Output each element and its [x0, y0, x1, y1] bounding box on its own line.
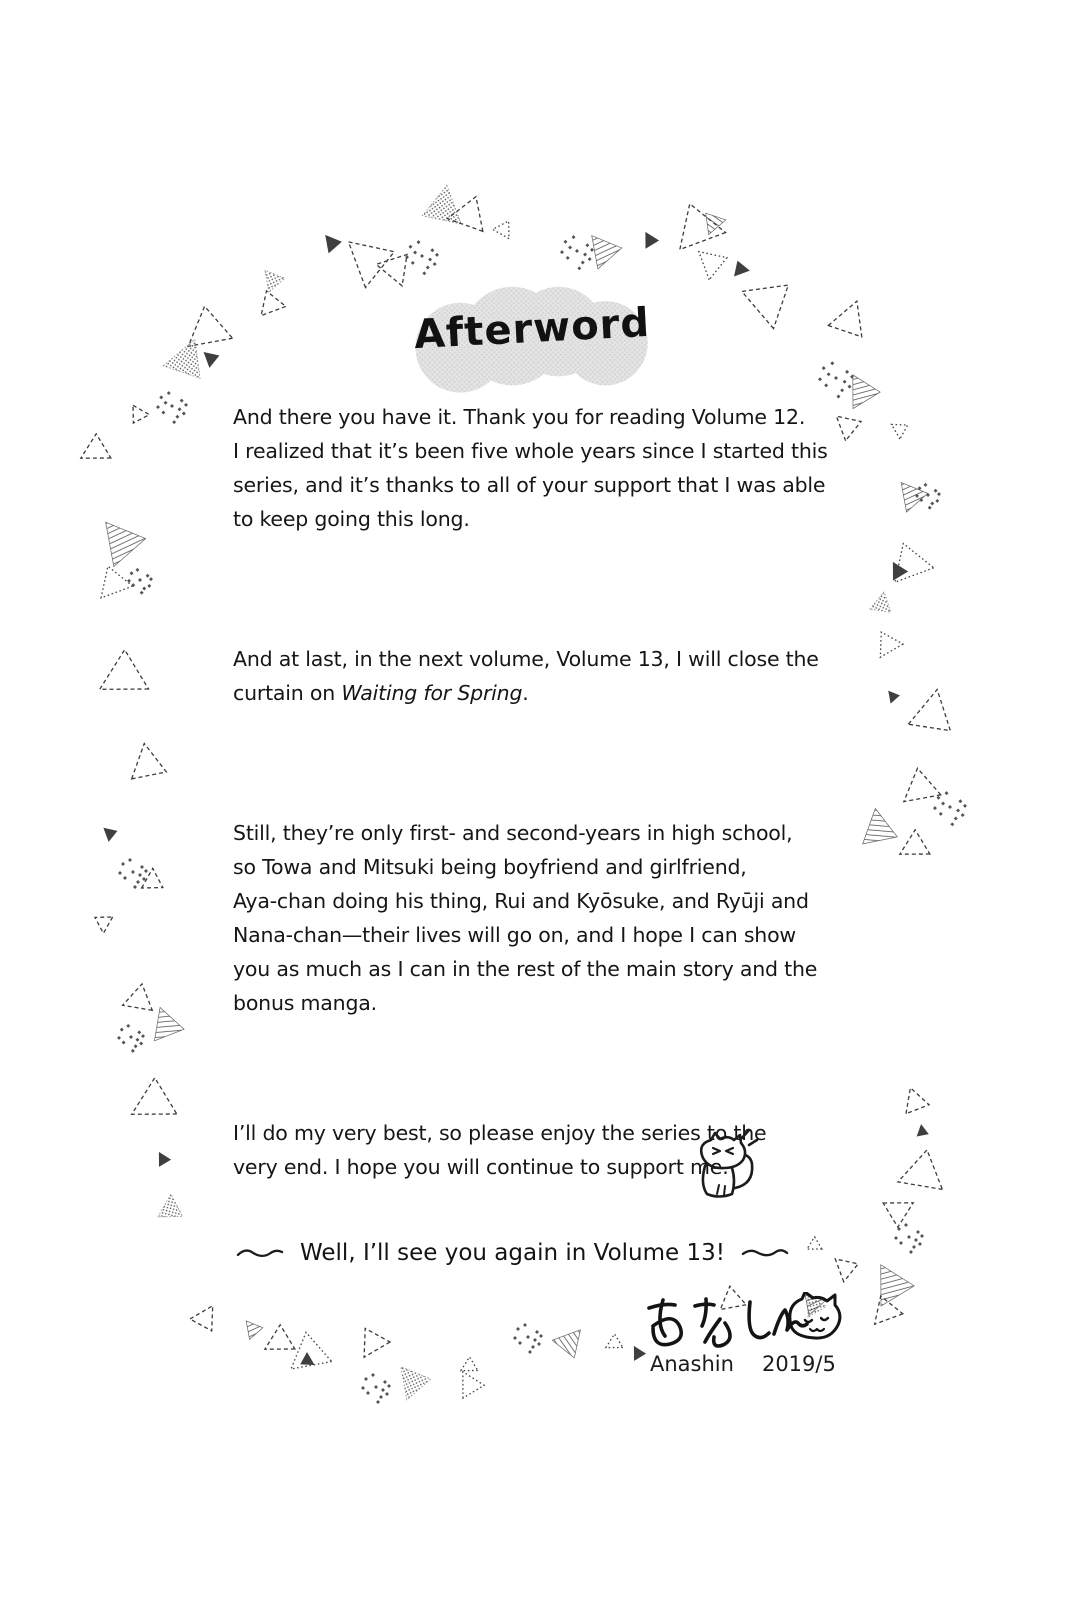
closing-line — [236, 1240, 789, 1266]
paragraph-support — [233, 1116, 766, 1184]
text-line: you as much as I can in the rest of the main story and the — [233, 957, 818, 981]
text-segment: curtain on — [233, 681, 342, 705]
author-name: Anashin — [650, 1352, 734, 1376]
closing-text: Well, I’ll see you again in Volume 13! — [300, 1240, 725, 1266]
page-title: Afterword — [412, 299, 652, 359]
text-line: I realized that it’s been five whole years since I started this — [233, 439, 828, 463]
text-segment: . — [522, 681, 529, 705]
tilde-squiggle-icon — [236, 1245, 284, 1261]
text-line: so Towa and Mitsuki being boyfriend and girlfriend, — [233, 855, 747, 879]
text-line: bonus manga. — [233, 991, 377, 1015]
tilde-squiggle-icon — [741, 1245, 789, 1261]
paragraph-thanks — [233, 400, 828, 536]
text-line: And there you have it. Thank you for reading Volume 12. — [233, 405, 806, 429]
paragraph-characters — [233, 816, 817, 1020]
cat-bowing-doodle-icon — [688, 1126, 760, 1208]
text-line: I’ll do my very best, so please enjoy the series to the — [233, 1121, 767, 1145]
text-line: And at last, in the next volume, Volume 13, I will close the — [233, 647, 819, 671]
signature-date: 2019/5 — [761, 1352, 836, 1376]
series-title-italic: Waiting for Spring — [341, 681, 523, 705]
text-line: to keep going this long. — [233, 507, 470, 531]
text-line: very end. I hope you will continue to support me. — [233, 1155, 729, 1179]
paragraph-next-volume — [233, 642, 819, 710]
title-banner — [392, 276, 672, 406]
text-line: Still, they’re only first- and second-years in high school, — [233, 821, 793, 845]
text-line: Nana-chan—their lives will go on, and I hope I can show — [233, 923, 797, 947]
text-line: series, and it’s thanks to all of your support that I was able — [233, 473, 826, 497]
text-line — [233, 676, 819, 710]
signature-caption — [650, 1352, 836, 1376]
text-line: Aya-chan doing his thing, Rui and Kyōsuke, and Ryūji and — [233, 889, 809, 913]
